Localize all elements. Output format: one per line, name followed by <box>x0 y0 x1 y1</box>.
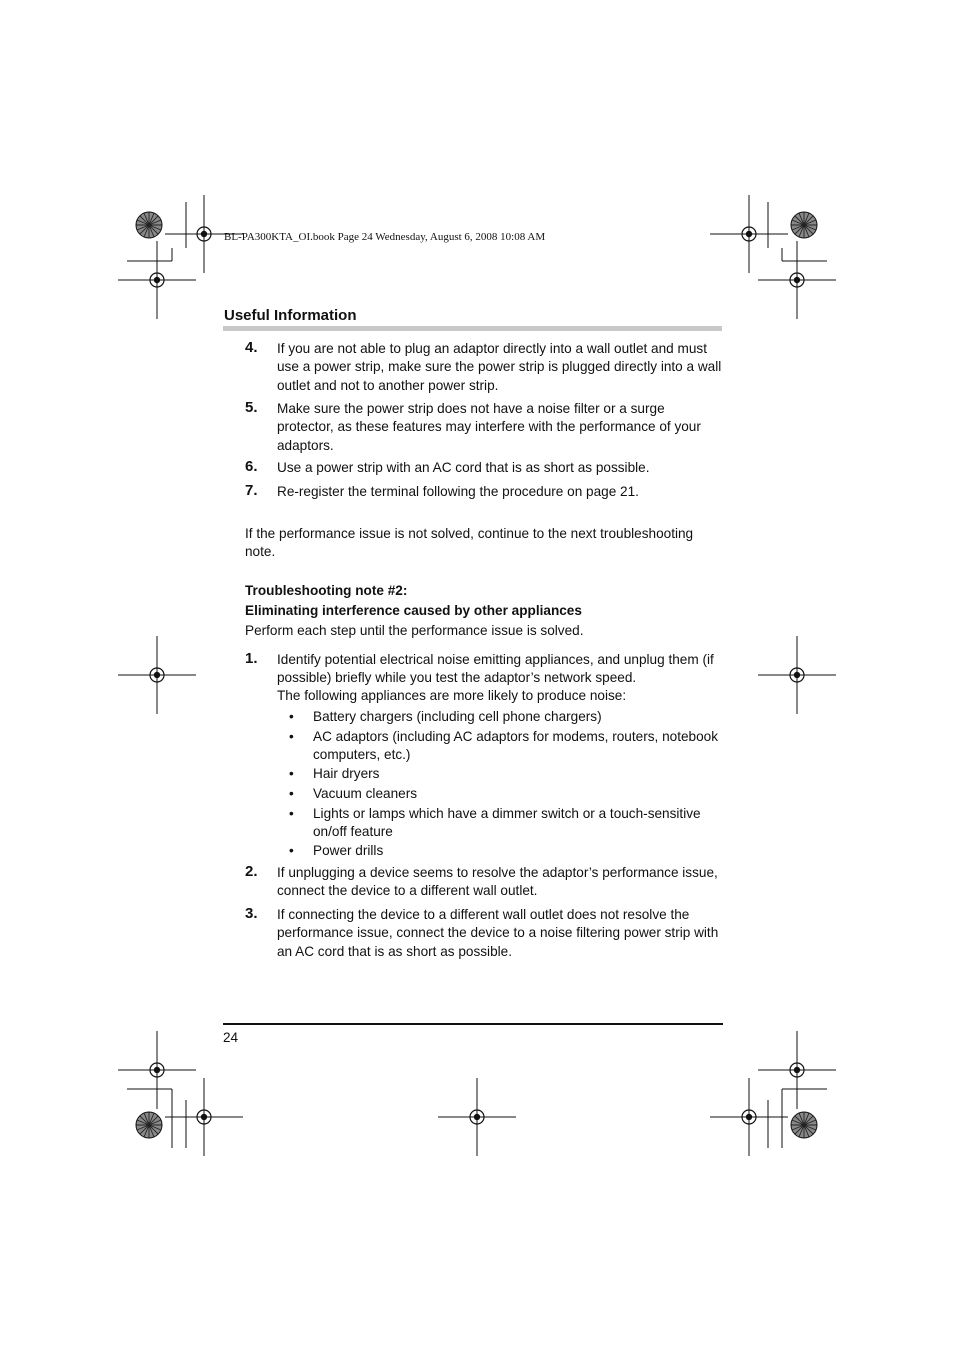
step-text: Identify potential electrical noise emitting appliances, and unplug them (if possible) briefly while you test the adaptor’s network speed. <box>277 652 714 686</box>
registration-mark-icon <box>710 1078 788 1156</box>
step-number: 4. <box>245 339 258 356</box>
registration-mark-icon <box>758 1031 836 1109</box>
registration-mark-icon <box>165 1078 243 1156</box>
star-target-icon <box>791 1112 817 1138</box>
star-target-icon <box>136 212 162 238</box>
star-target-icon <box>791 212 817 238</box>
step-text: If connecting the device to a different wall outlet does not resolve the performance issue, connect the device to a noise filtering power strip with an AC cord that is as short as possible. <box>277 907 719 959</box>
step-text: Make sure the power strip does not have a noise filter or a surge protector, as these features may interfere with the performance of your adaptors. <box>277 401 701 453</box>
registration-mark-icon <box>118 1031 196 1109</box>
list-item: AC adaptors (including AC adaptors for modems, routers, notebook computers, etc.) <box>313 729 719 763</box>
bullet-icon: • <box>289 766 294 781</box>
star-target-icon <box>136 1112 162 1138</box>
bullet-icon: • <box>289 709 294 724</box>
step-number: 7. <box>245 482 258 499</box>
bullet-icon: • <box>289 786 294 801</box>
step-number: 6. <box>245 458 258 475</box>
step-text: If unplugging a device seems to resolve the adaptor’s performance issue, connect the device to a different wall outlet. <box>277 865 718 899</box>
note-heading: Troubleshooting note #2: <box>245 583 408 598</box>
note-intro: Perform each step until the performance issue is solved. <box>245 623 584 638</box>
step-number: 5. <box>245 399 258 416</box>
registration-mark-icon <box>710 195 788 273</box>
bullet-icon: • <box>289 806 294 821</box>
step-number: 3. <box>245 905 258 922</box>
step-text: Re-register the terminal following the procedure on page 21. <box>277 484 639 499</box>
step-text: If you are not able to plug an adaptor directly into a wall outlet and must use a power strip, make sure the power strip is plugged directly into a wall outlet and not to another power strip. <box>277 341 722 393</box>
registration-mark-icon <box>438 1078 516 1156</box>
step-number: 2. <box>245 863 258 880</box>
footer-rule <box>223 1023 723 1025</box>
note-subheading: Eliminating interference caused by other appliances <box>245 603 582 618</box>
continue-note: If the performance issue is not solved, continue to the next troubleshooting note. <box>245 526 694 560</box>
step-number: 1. <box>245 650 258 667</box>
registration-mark-icon <box>118 241 196 319</box>
step-text: Use a power strip with an AC cord that is as short as possible. <box>277 460 650 475</box>
bullet-icon: • <box>289 843 294 858</box>
page-number: 24 <box>223 1030 239 1045</box>
registration-mark-icon <box>758 241 836 319</box>
list-item: Vacuum cleaners <box>313 786 418 801</box>
list-item: Power drills <box>313 843 384 858</box>
section-title-underline <box>223 326 722 331</box>
list-item: Hair dryers <box>313 766 380 781</box>
bullet-icon: • <box>289 729 294 744</box>
step-subtext: The following appliances are more likely to produce noise: <box>277 688 627 703</box>
list-item: Battery chargers (including cell phone chargers) <box>313 709 602 724</box>
section-title: Useful Information <box>224 307 357 324</box>
list-item: Lights or lamps which have a dimmer switch or a touch-sensitive on/off feature <box>313 806 701 840</box>
registration-mark-icon <box>758 636 836 714</box>
book-info-line: BL-PA300KTA_OI.book Page 24 Wednesday, August 6, 2008 10:08 AM <box>224 231 546 243</box>
registration-mark-icon <box>118 636 196 714</box>
